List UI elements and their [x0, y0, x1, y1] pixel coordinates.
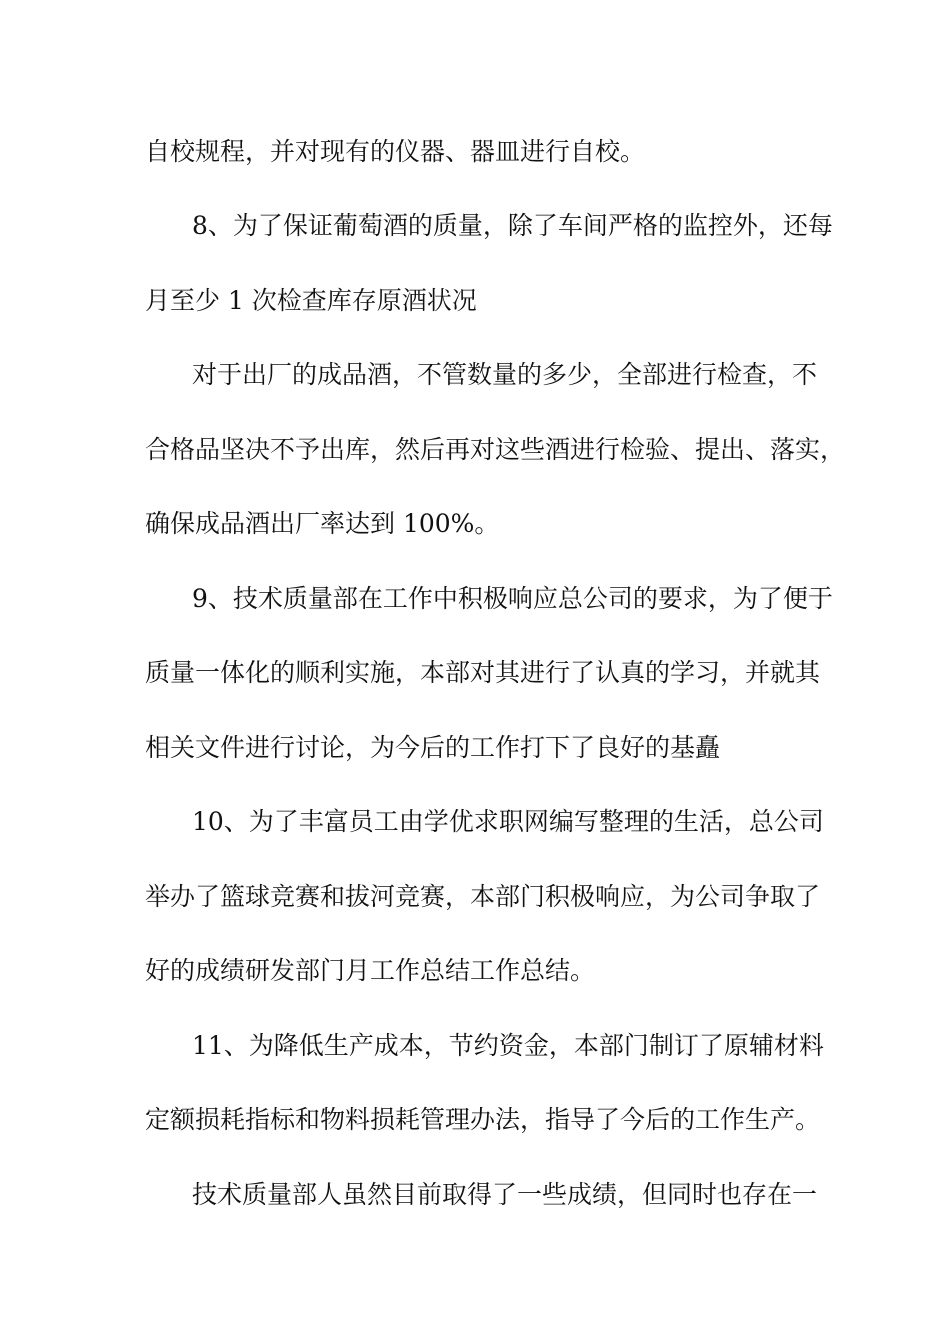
text-line-5: 合格品坚决不予出库，然后再对这些酒进行检验、提出、落实，: [145, 435, 846, 464]
text-line-2: 8、为了保证葡萄酒的质量，除了车间严格的监控外，还每: [192, 211, 833, 240]
text-line-14: 定额损耗指标和物料损耗管理办法，指导了今后的工作生产。: [145, 1105, 821, 1134]
text-line-7: 9、技术质量部在工作中积极响应总公司的要求，为了便于: [192, 584, 833, 613]
text-line-1: 自校规程，并对现有的仪器、器皿进行自校。: [145, 137, 646, 166]
text-line-4: 对于出厂的成品酒，不管数量的多少，全部进行检查，不: [192, 360, 818, 389]
text-line-8: 质量一体化的顺利实施，本部对其进行了认真的学习，并就其: [145, 658, 821, 687]
text-line-9: 相关文件进行讨论，为今后的工作打下了良好的基矗: [145, 733, 721, 762]
text-line-12: 好的成绩研发部门月工作总结工作总结。: [145, 956, 596, 985]
text-line-6: 确保成品酒出厂率达到 100%。: [145, 509, 500, 538]
text-line-13: 11、为降低生产成本，节约资金，本部门制订了原辅材料: [192, 1031, 824, 1060]
text-line-10: 10、为了丰富员工由学优求职网编写整理的生活，总公司: [192, 807, 824, 836]
text-line-3: 月至少 1 次检查库存原酒状况: [145, 286, 477, 315]
text-line-11: 举办了篮球竞赛和拔河竞赛，本部门积极响应，为公司争取了: [145, 882, 821, 911]
text-line-15: 技术质量部人虽然目前取得了一些成绩，但同时也存在一: [192, 1180, 818, 1209]
